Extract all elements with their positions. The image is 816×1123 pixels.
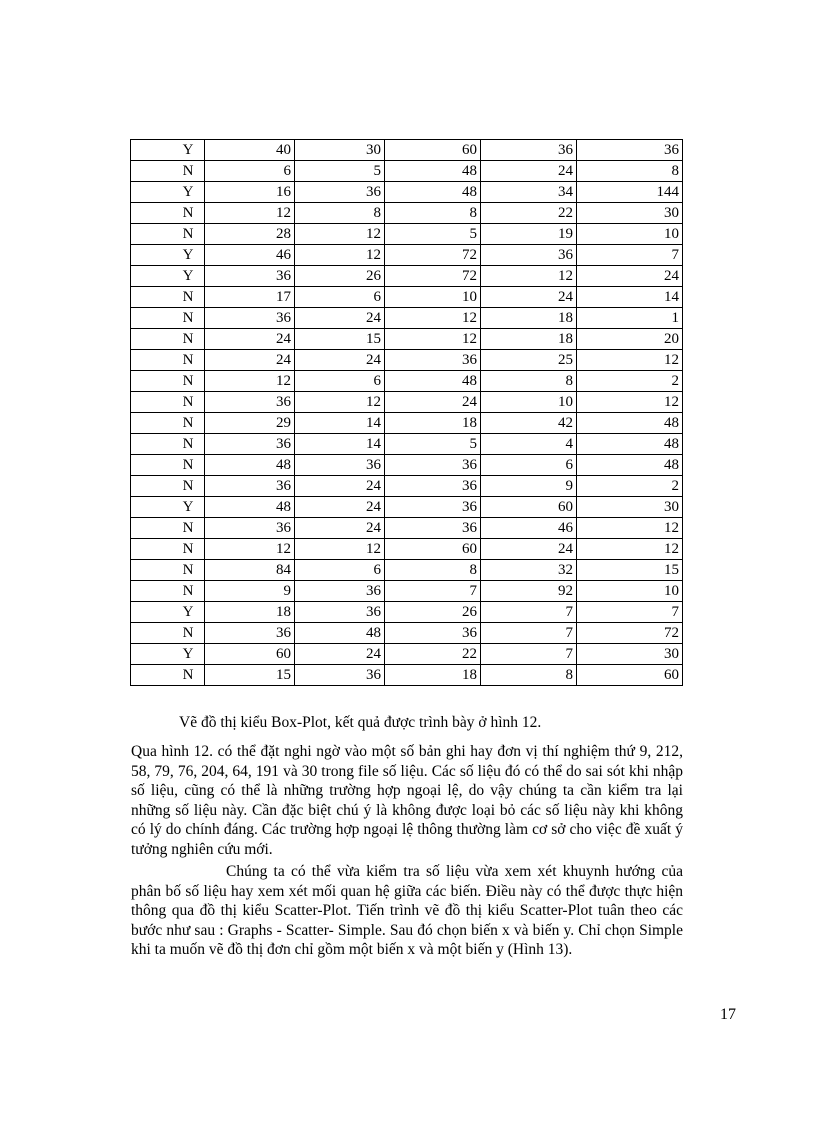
table-cell-value: 36 xyxy=(385,455,481,476)
table-cell-value: 36 xyxy=(295,602,385,623)
table-row xyxy=(131,224,683,245)
table-row xyxy=(131,497,683,518)
table-cell-flag: N xyxy=(131,203,205,224)
table-cell-value: 42 xyxy=(481,413,577,434)
table-cell-value: 12 xyxy=(205,203,295,224)
table-cell-value: 12 xyxy=(205,539,295,560)
table-cell-value: 12 xyxy=(481,266,577,287)
table-cell-value: 24 xyxy=(295,350,385,371)
table-cell-value: 6 xyxy=(295,371,385,392)
table-row xyxy=(131,371,683,392)
table-cell-value: 8 xyxy=(295,203,385,224)
table-cell-value: 36 xyxy=(385,497,481,518)
table-row xyxy=(131,476,683,497)
table-cell-value: 5 xyxy=(385,434,481,455)
table-cell-value: 24 xyxy=(481,287,577,308)
table-cell-value: 60 xyxy=(577,665,683,686)
table-cell-flag: N xyxy=(131,581,205,602)
table-cell-value: 36 xyxy=(205,392,295,413)
table-cell-flag: N xyxy=(131,392,205,413)
table-cell-value: 18 xyxy=(385,413,481,434)
table-cell-value: 24 xyxy=(295,518,385,539)
table-cell-value: 8 xyxy=(577,161,683,182)
data-table-body xyxy=(131,140,683,686)
table-cell-value: 17 xyxy=(205,287,295,308)
table-cell-value: 36 xyxy=(295,665,385,686)
table-cell-value: 2 xyxy=(577,476,683,497)
table-cell-value: 7 xyxy=(577,602,683,623)
table-cell-value: 24 xyxy=(481,539,577,560)
table-cell-value: 60 xyxy=(481,497,577,518)
table-row xyxy=(131,560,683,581)
table-cell-value: 36 xyxy=(205,518,295,539)
outlier-paragraph: Qua hình 12. có thể đặt nghi ngờ vào một số bản ghi hay đơn vị thí nghiệm thứ 9, 212, 58, 79, 76, 204, 64, 191 và 30 trong file số liệu. Các số liệu đó có thể do sai sót khi nhập số liệu, cũng có thể là những trường hợp ngoại lệ, do vậy chúng ta cần kiểm tra lại những số liệu này. Cần đặc biệt chú ý là không được loại bỏ các số liệu này khi không có lý do chính đáng. Các trường hợp ngoại lệ thông thường làm cơ sở cho việc đề xuất ý tưởng nghiên cứu mới. xyxy=(131,743,683,858)
table-cell-value: 1 xyxy=(577,308,683,329)
table-cell-value: 72 xyxy=(577,623,683,644)
table-cell-value: 26 xyxy=(385,602,481,623)
table-cell-flag: Y xyxy=(131,497,205,518)
table-cell-value: 36 xyxy=(481,140,577,161)
table-cell-value: 36 xyxy=(205,623,295,644)
table-cell-value: 24 xyxy=(295,497,385,518)
table-cell-flag: N xyxy=(131,371,205,392)
table-row xyxy=(131,329,683,350)
table-row xyxy=(131,455,683,476)
table-cell-value: 24 xyxy=(205,350,295,371)
table-cell-value: 46 xyxy=(481,518,577,539)
table-cell-value: 16 xyxy=(205,182,295,203)
table-cell-value: 72 xyxy=(385,266,481,287)
table-cell-value: 5 xyxy=(385,224,481,245)
table-cell-value: 6 xyxy=(205,161,295,182)
table-cell-value: 34 xyxy=(481,182,577,203)
table-cell-flag: N xyxy=(131,308,205,329)
table-cell-value: 15 xyxy=(577,560,683,581)
table-cell-value: 15 xyxy=(205,665,295,686)
table-cell-flag: N xyxy=(131,518,205,539)
table-cell-value: 12 xyxy=(385,308,481,329)
table-cell-flag: N xyxy=(131,161,205,182)
table-cell-flag: Y xyxy=(131,644,205,665)
table-cell-value: 36 xyxy=(385,476,481,497)
table-cell-flag: Y xyxy=(131,602,205,623)
table-cell-value: 8 xyxy=(481,665,577,686)
table-row xyxy=(131,644,683,665)
table-cell-value: 9 xyxy=(481,476,577,497)
table-cell-value: 30 xyxy=(577,203,683,224)
table-cell-flag: N xyxy=(131,455,205,476)
table-row xyxy=(131,182,683,203)
table-cell-value: 36 xyxy=(481,245,577,266)
table-cell-value: 36 xyxy=(385,350,481,371)
table-row xyxy=(131,308,683,329)
table-cell-flag: Y xyxy=(131,245,205,266)
table-cell-value: 7 xyxy=(385,581,481,602)
table-cell-value: 48 xyxy=(205,497,295,518)
table-cell-value: 19 xyxy=(481,224,577,245)
table-cell-flag: Y xyxy=(131,140,205,161)
table-cell-value: 12 xyxy=(385,329,481,350)
table-cell-value: 24 xyxy=(481,161,577,182)
table-cell-value: 14 xyxy=(295,413,385,434)
table-cell-value: 40 xyxy=(205,140,295,161)
table-row xyxy=(131,350,683,371)
table-cell-value: 24 xyxy=(577,266,683,287)
table-row xyxy=(131,623,683,644)
table-cell-value: 24 xyxy=(295,644,385,665)
table-cell-flag: N xyxy=(131,224,205,245)
table-cell-value: 29 xyxy=(205,413,295,434)
table-cell-value: 6 xyxy=(295,287,385,308)
table-cell-value: 84 xyxy=(205,560,295,581)
table-row xyxy=(131,203,683,224)
table-row xyxy=(131,518,683,539)
table-cell-value: 22 xyxy=(385,644,481,665)
table-cell-value: 15 xyxy=(295,329,385,350)
table-cell-flag: N xyxy=(131,539,205,560)
table-cell-value: 48 xyxy=(295,623,385,644)
table-row xyxy=(131,140,683,161)
table-cell-value: 6 xyxy=(295,560,385,581)
table-cell-value: 14 xyxy=(577,287,683,308)
table-cell-value: 4 xyxy=(481,434,577,455)
table-cell-value: 2 xyxy=(577,371,683,392)
table-cell-value: 144 xyxy=(577,182,683,203)
table-cell-value: 22 xyxy=(481,203,577,224)
table-cell-value: 36 xyxy=(205,266,295,287)
table-cell-value: 28 xyxy=(205,224,295,245)
table-cell-flag: N xyxy=(131,434,205,455)
scatter-plot-paragraph: Chúng ta có thể vừa kiểm tra số liệu vừa xem xét khuynh hướng của phân bố số liệu hay xem xét mối quan hệ giữa các biến. Điều này có thể được thực hiện thông qua đồ thị kiểu Scatter-Plot. Tiến trình vẽ đồ thị kiểu Scatter-Plot tuân theo các bước như sau : Graphs - Scatter- Simple. Sau đó chọn biến x và biến y. Chỉ chọn Simple khi ta muốn vẽ đồ thị đơn chỉ gồm một biến x và một biến y (Hình 13). xyxy=(131,863,683,958)
table-cell-value: 12 xyxy=(295,392,385,413)
table-cell-flag: Y xyxy=(131,182,205,203)
table-cell-flag: N xyxy=(131,623,205,644)
table-row xyxy=(131,665,683,686)
table-cell-value: 10 xyxy=(481,392,577,413)
table-row xyxy=(131,539,683,560)
table-cell-value: 36 xyxy=(205,308,295,329)
table-cell-value: 26 xyxy=(295,266,385,287)
table-cell-value: 12 xyxy=(295,245,385,266)
table-cell-value: 5 xyxy=(295,161,385,182)
table-cell-value: 12 xyxy=(205,371,295,392)
table-cell-value: 24 xyxy=(295,308,385,329)
table-cell-value: 6 xyxy=(481,455,577,476)
table-cell-value: 72 xyxy=(385,245,481,266)
table-cell-value: 12 xyxy=(577,350,683,371)
table-cell-value: 92 xyxy=(481,581,577,602)
table-cell-value: 36 xyxy=(385,518,481,539)
table-row xyxy=(131,161,683,182)
table-cell-value: 18 xyxy=(385,665,481,686)
table-cell-value: 48 xyxy=(577,413,683,434)
table-cell-value: 12 xyxy=(577,539,683,560)
table-cell-value: 12 xyxy=(295,224,385,245)
table-cell-value: 18 xyxy=(481,308,577,329)
table-cell-value: 18 xyxy=(481,329,577,350)
table-cell-flag: N xyxy=(131,476,205,497)
table-cell-value: 32 xyxy=(481,560,577,581)
table-cell-value: 30 xyxy=(577,497,683,518)
intro-paragraph: Vẽ đồ thị kiểu Box-Plot, kết quả được trình bày ở hình 12. xyxy=(179,714,542,731)
table-cell-value: 30 xyxy=(295,140,385,161)
table-cell-value: 60 xyxy=(385,140,481,161)
table-cell-value: 14 xyxy=(295,434,385,455)
table-cell-value: 30 xyxy=(577,644,683,665)
table-cell-value: 24 xyxy=(205,329,295,350)
table-cell-value: 12 xyxy=(577,518,683,539)
table-cell-flag: N xyxy=(131,413,205,434)
table-cell-value: 36 xyxy=(295,581,385,602)
table-row xyxy=(131,245,683,266)
data-table xyxy=(130,139,683,686)
table-row xyxy=(131,581,683,602)
table-cell-value: 18 xyxy=(205,602,295,623)
table-cell-value: 10 xyxy=(577,581,683,602)
table-cell-value: 48 xyxy=(385,182,481,203)
table-cell-value: 8 xyxy=(385,560,481,581)
table-row xyxy=(131,434,683,455)
table-cell-value: 36 xyxy=(205,434,295,455)
table-cell-value: 8 xyxy=(385,203,481,224)
page-number: 17 xyxy=(720,1006,736,1023)
table-cell-value: 10 xyxy=(577,224,683,245)
table-cell-flag: Y xyxy=(131,266,205,287)
table-row xyxy=(131,266,683,287)
table-cell-value: 48 xyxy=(577,455,683,476)
table-cell-flag: N xyxy=(131,329,205,350)
table-cell-value: 48 xyxy=(577,434,683,455)
table-cell-value: 10 xyxy=(385,287,481,308)
table-row xyxy=(131,602,683,623)
table-cell-value: 60 xyxy=(385,539,481,560)
table-cell-value: 7 xyxy=(577,245,683,266)
table-cell-flag: N xyxy=(131,665,205,686)
table-cell-flag: N xyxy=(131,560,205,581)
table-cell-value: 12 xyxy=(295,539,385,560)
table-cell-value: 36 xyxy=(205,476,295,497)
table-cell-value: 48 xyxy=(205,455,295,476)
table-cell-value: 36 xyxy=(577,140,683,161)
table-row xyxy=(131,413,683,434)
table-cell-flag: N xyxy=(131,287,205,308)
table-cell-value: 46 xyxy=(205,245,295,266)
table-cell-value: 7 xyxy=(481,644,577,665)
table-cell-value: 8 xyxy=(481,371,577,392)
table-row xyxy=(131,287,683,308)
table-cell-value: 25 xyxy=(481,350,577,371)
table-cell-value: 9 xyxy=(205,581,295,602)
table-cell-value: 7 xyxy=(481,602,577,623)
table-cell-value: 7 xyxy=(481,623,577,644)
table-cell-value: 20 xyxy=(577,329,683,350)
table-cell-value: 24 xyxy=(295,476,385,497)
table-cell-value: 36 xyxy=(295,182,385,203)
table-cell-value: 24 xyxy=(385,392,481,413)
table-row xyxy=(131,392,683,413)
table-cell-value: 60 xyxy=(205,644,295,665)
table-cell-value: 48 xyxy=(385,161,481,182)
table-cell-value: 12 xyxy=(577,392,683,413)
table-cell-value: 36 xyxy=(295,455,385,476)
table-cell-value: 48 xyxy=(385,371,481,392)
table-cell-value: 36 xyxy=(385,623,481,644)
table-cell-flag: N xyxy=(131,350,205,371)
